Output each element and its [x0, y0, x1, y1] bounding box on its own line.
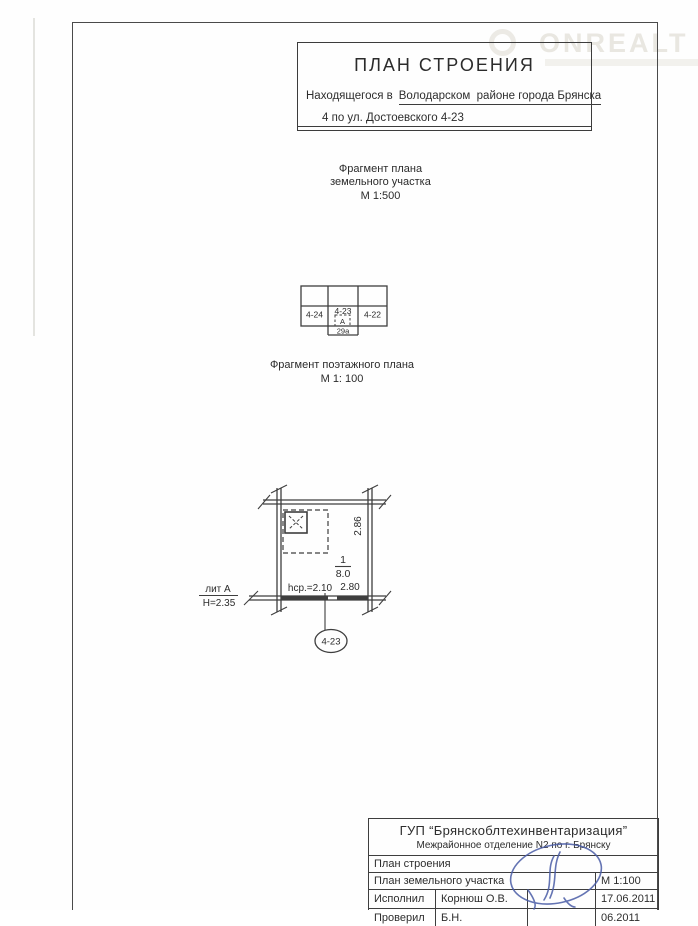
org-branch: Межрайонное отделение N2 по г. Брянску	[416, 840, 611, 851]
plot-label-right: 4-22	[363, 309, 382, 320]
building-letter: А	[339, 317, 346, 326]
pen-signature	[498, 840, 610, 910]
building-height-label: Н=2.35	[202, 598, 236, 609]
drawing-frame	[72, 22, 658, 910]
room-area: 8.0	[335, 568, 351, 580]
doc-type-2: План земельного участка	[374, 875, 505, 887]
executor-name: Корнюш О.В.	[435, 890, 527, 908]
checker-date: 06.2011	[595, 909, 658, 926]
location-value: Володарском районе города Брянска	[399, 90, 601, 105]
page-title: ПЛАН СТРОЕНИЯ	[354, 55, 535, 75]
org-name: ГУП “Брянскоблтехинвентаризация”	[399, 823, 628, 838]
stove-cross-icon	[289, 516, 303, 529]
executor-date: 17.06.2011	[595, 890, 658, 908]
checker-role: Проверил	[374, 911, 425, 924]
watermark-brand: ONREALT	[539, 28, 689, 58]
floor-plan-drawing	[185, 476, 415, 666]
dim-right: 2.86	[353, 516, 364, 536]
site-fragment-caption	[308, 163, 453, 203]
site-caption-line2: земельного участка	[330, 176, 431, 188]
title-block	[297, 42, 602, 131]
checker-signature-cell	[527, 909, 595, 926]
address-line: 4 по ул. Достоевского 4-23	[298, 112, 591, 127]
site-caption-line1: Фрагмент плана	[338, 163, 423, 175]
plot-badge-label: 4-23	[321, 636, 341, 648]
location-prefix: Находящегося в	[306, 90, 393, 102]
checker-name: Б.Н.	[435, 909, 527, 926]
ceiling-height-note: hср.=2.10	[287, 583, 333, 594]
liter-label: лит А	[205, 584, 231, 595]
dim-bottom: 2.80	[340, 582, 360, 593]
plot-label-center: 4-23	[334, 306, 352, 316]
stove-symbol	[285, 512, 307, 533]
building-note: 29а	[336, 326, 350, 336]
stamp-scale: М 1:100	[595, 873, 658, 889]
location-line	[306, 90, 602, 105]
floor-caption-scale: М 1: 100	[320, 373, 364, 385]
site-caption-scale: М 1:500	[360, 190, 401, 202]
scan-crease-line	[33, 18, 35, 336]
floor-caption-line: Фрагмент поэтажного плана	[269, 359, 415, 371]
doc-type-1: План строения	[374, 858, 451, 870]
executor-role: Исполнил	[374, 893, 425, 905]
room-number: 1	[340, 554, 346, 566]
site-plot-grid	[299, 284, 391, 340]
plot-label-left: 4-24	[305, 309, 324, 320]
floor-fragment-caption	[256, 359, 428, 386]
stamp-row-checker	[369, 908, 658, 926]
